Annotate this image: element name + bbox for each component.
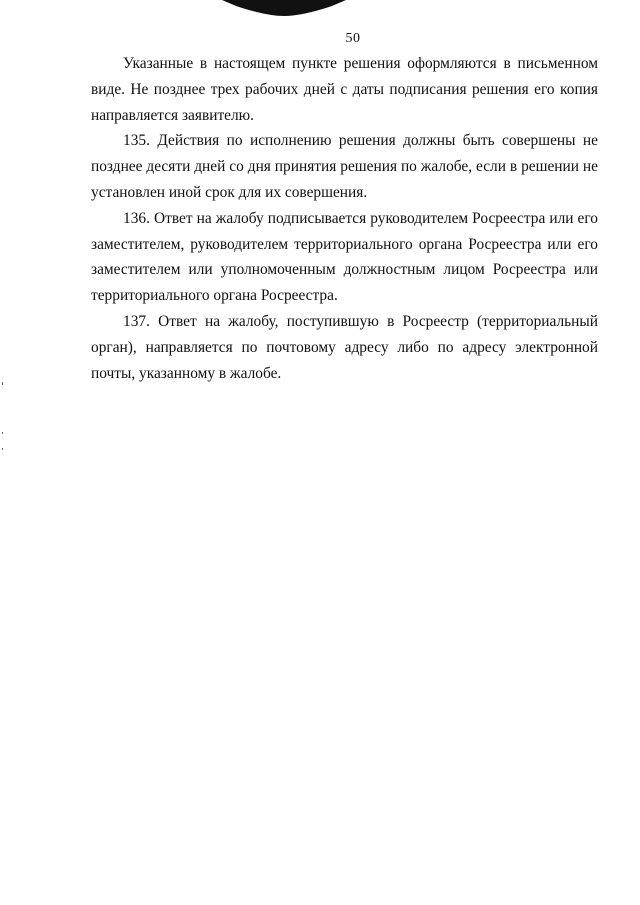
document-body xyxy=(91,51,598,386)
paragraph-1: Указанные в настоящем пункте решения оформляются в письменном виде. Не позднее трех рабочих дней с даты подписания решения его копия направляется заявителю. xyxy=(91,55,598,124)
scan-artifact xyxy=(222,0,346,16)
scan-edge-mark xyxy=(2,448,3,450)
page-number: 50 xyxy=(345,31,361,46)
paragraph-137: 137. Ответ на жалобу, поступившую в Росреестр (территориальный орган), направляется по почтовому адресу либо по адресу электронной почты, указанному в жалобе. xyxy=(91,312,598,382)
scan-edge-mark xyxy=(2,382,3,385)
scan-edge-mark xyxy=(2,432,3,434)
paragraph-136: 136. Ответ на жалобу подписывается руководителем Росреестра или его заместителем, руководителем территориального органа Росреестра или его заместителем или уполномоченным должностным лицом Росреестра или территориального органа Росреестра. xyxy=(91,209,598,305)
paragraph-135: 135. Действия по исполнению решения должны быть совершены не позднее десяти дней со дня принятия решения по жалобе, если в решении не установлен иной срок для их совершения. xyxy=(91,132,598,201)
